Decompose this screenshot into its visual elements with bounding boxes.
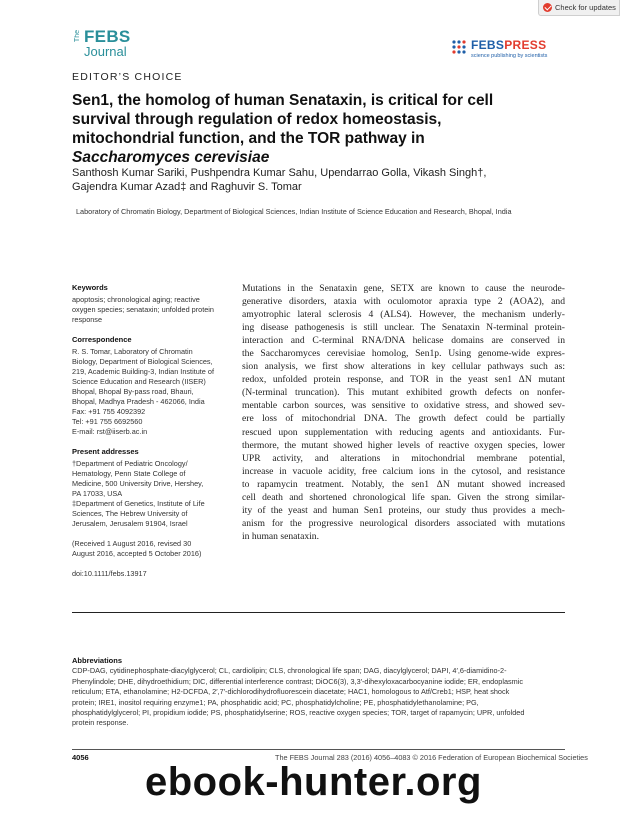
abstract-line: thermore, the mutant showed higher levels of reactive oxygen species, lower [242,439,565,451]
article-sidebar [72,283,232,579]
present-addresses-heading: Present addresses [72,447,139,456]
journal-logo-febs: FEBS [84,27,131,46]
keywords-block [72,283,232,325]
febs-press-name-a: FEBS [471,38,505,52]
present-address-line: †Department of Pediatric Oncology/ [72,459,188,468]
correspondence-block [72,335,232,437]
febs-press-logo-icon [451,39,467,55]
present-address-line: Medicine, 500 University Drive, Hershey, [72,479,204,488]
abbreviations-heading: Abbreviations [72,656,123,665]
check-icon [543,3,552,12]
abstract-line: mentable carbon sources, was sensitive to oxidative stress, and showed sev- [242,400,565,412]
article-title [72,91,552,167]
present-address-line: ‡Department of Genetics, Institute of Life [72,499,205,508]
affiliation: Laboratory of Chromatin Biology, Department of Biological Sciences, Indian Institute of Science Education and Research, Bhopal, India [76,207,512,216]
correspondence-heading: Correspondence [72,335,132,344]
received-line: August 2016, accepted 5 October 2016) [72,549,202,558]
title-line: survival through regulation of redox homeostasis, [72,111,442,128]
correspondence-email-link[interactable]: E-mail: rst@iiserb.ac.in [72,427,148,436]
received-block [72,539,232,559]
correspondence-line: Biology, Department of Biological Sciences, [72,357,213,366]
abstract-line: interaction and C-terminal RNA/DNA helicase domains are conserved in [242,335,565,347]
abstract-line: the Saccharomyces cerevisiae homolog, Sen1p. Using genome-wide expres- [242,348,565,360]
present-addresses-block [72,447,232,529]
abstract-line: generative disorders, ataxia with oculomotor apraxia type 2 (AOA2), and [242,296,565,308]
febs-press-tagline: science publishing by scientists [471,53,548,59]
febs-press-name [471,38,546,52]
keywords-line: response [72,315,103,324]
abstract-line: sion analysis, we first show alterations in key cellular pathways such as: [242,361,565,373]
journal-logo-the: The [74,30,81,43]
abstract-line: ere loss of mitochondrial DNA. The growth defect could be partially [242,413,565,425]
present-address-line: PA 17033, USA [72,489,123,498]
page-number: 4056 [72,753,89,762]
keywords-heading: Keywords [72,283,108,292]
abstract-line: ity of the yeast and human Sen1 proteins, our study thus provides a mech- [242,504,565,516]
abstract-line: rescued upon supplementation with reducing agents and antioxidants. Fur- [242,426,565,438]
keywords-line: apoptosis; chronological aging; reactive [72,295,200,304]
author-list [72,166,542,194]
abbreviations-line: reticulum; ETA, ethanolamine; H2-DCFDA, 2′,7′-dichlorodihydrofluorescein diacetate; HAC1, homologous to Atf/Creb1; HSP, heat shock [72,687,510,697]
footer-divider [72,749,565,750]
running-footer: The FEBS Journal 283 (2016) 4056–4083 © 2016 Federation of European Biochemical Societies [275,753,588,762]
present-address-line: Jerusalem, Jerusalem 91904, Israel [72,519,188,528]
journal-logo-journal: Journal [84,44,127,59]
correspondence-line: Science Education and Research (IISER) [72,377,206,386]
abbreviations-block [72,656,565,729]
abstract-line: ing disease pathogenesis is still unclear. The Senataxin N-terminal protein- [242,322,565,334]
present-address-line: Sciences, The Hebrew University of [72,509,188,518]
correspondence-line: Bhopal, Madhya Pradesh - 462066, India [72,397,205,406]
received-line: (Received 1 August 2016, revised 30 [72,539,192,548]
title-line: Sen1, the homolog of human Senataxin, is critical for cell [72,92,494,109]
abstract-line: anism for the progressive neurological disorders associated with mutations [242,517,565,529]
title-line: mitochondrial function, and the TOR pathway in [72,130,425,147]
present-address-line: Hematology, Penn State College of [72,469,186,478]
correspondence-fax: Fax: +91 755 4092392 [72,407,146,416]
abstract [242,282,565,543]
abstract-line: redox, unfolded protein response, and TOR in the yeast sen1 ΔN mutant [242,374,565,386]
abstract-line: to rapamycin treatment. Notably, the sen1 ΔN mutant showed increased [242,478,565,490]
abstract-line: UPR activity, and alterations in mitochondrial membrane potential, [242,452,565,464]
correspondence-line: Bhopal, Bhopal By-pass road, Bhauri, [72,387,194,396]
doi-link[interactable]: doi:10.1111/febs.13917 [72,569,147,578]
abstract-line: Mutations in the Senataxin gene, SETX are known to cause the neurode- [242,283,565,294]
abbreviations-line: CDP-DAG, cytidinephosphate-diacylglycerol; CL, cardiolipin; CLS, chronological life span; DAG, diacylglycerol; DAPI, 4′,6-diamidino-2- [72,666,507,676]
correspondence-tel: Tel: +91 755 6692560 [72,417,143,426]
author-line: Santhosh Kumar Sariki, Pushpendra Kumar Sahu, Upendarrao Golla, Vikash Singh†, [72,167,487,179]
title-line-species: Saccharomyces cerevisiae [72,149,270,166]
abbreviations-line: phosphatidylglycerol; PI, propidium iodide; PS, phosphatidylserine; ROS, reactive oxygen species; TOR, target of rapamycin; UPR, unfolded [72,708,525,718]
febs-press-name-b: PRESS [504,38,547,52]
abstract-line: (N-terminal truncation). This mutant exhibited growth defects on nonfer- [242,387,565,399]
abbreviations-line: protein; IRE1, inositol requiring enzyme1; PA, phosphatidic acid; PC, phosphatidylcholine; PE, phosphatidylethanolamine; PG, [72,697,479,707]
abstract-line: increase in vacuole acidity, free calcium ions in the cytosol, and resistance [242,465,565,477]
author-line: Gajendra Kumar Azad‡ and Raghuvir S. Tomar [72,181,302,193]
abstract-line: amyotrophic lateral sclerosis 4 (ALS4). However, the mechanism underly- [242,309,565,321]
check-for-updates-button[interactable] [538,0,620,16]
abstract-line: cell death and shortened chronological life span. Given the strong similar- [242,491,565,503]
correspondence-line: 219, Academic Building-3, Indian Institute of [72,367,214,376]
abbreviations-line: Phenylindole; DHE, dihydroethidium; DIC, differential interference contrast; DiOC6(3), 3,3′-dihexyloxacarbocyanine iodide; ER, endoplasmic [72,676,524,686]
section-label: EDITOR’S CHOICE [72,71,183,83]
section-divider [72,612,565,613]
correspondence-line: R. S. Tomar, Laboratory of Chromatin [72,347,193,356]
watermark: ebook-hunter.org [145,760,482,804]
keywords-line: oxygen species; senataxin; unfolded protein [72,305,214,314]
check-for-updates-label: Check for updates [555,3,616,12]
abbreviations-line: protein response. [72,718,129,728]
abstract-line: in human senataxin. [242,530,319,542]
